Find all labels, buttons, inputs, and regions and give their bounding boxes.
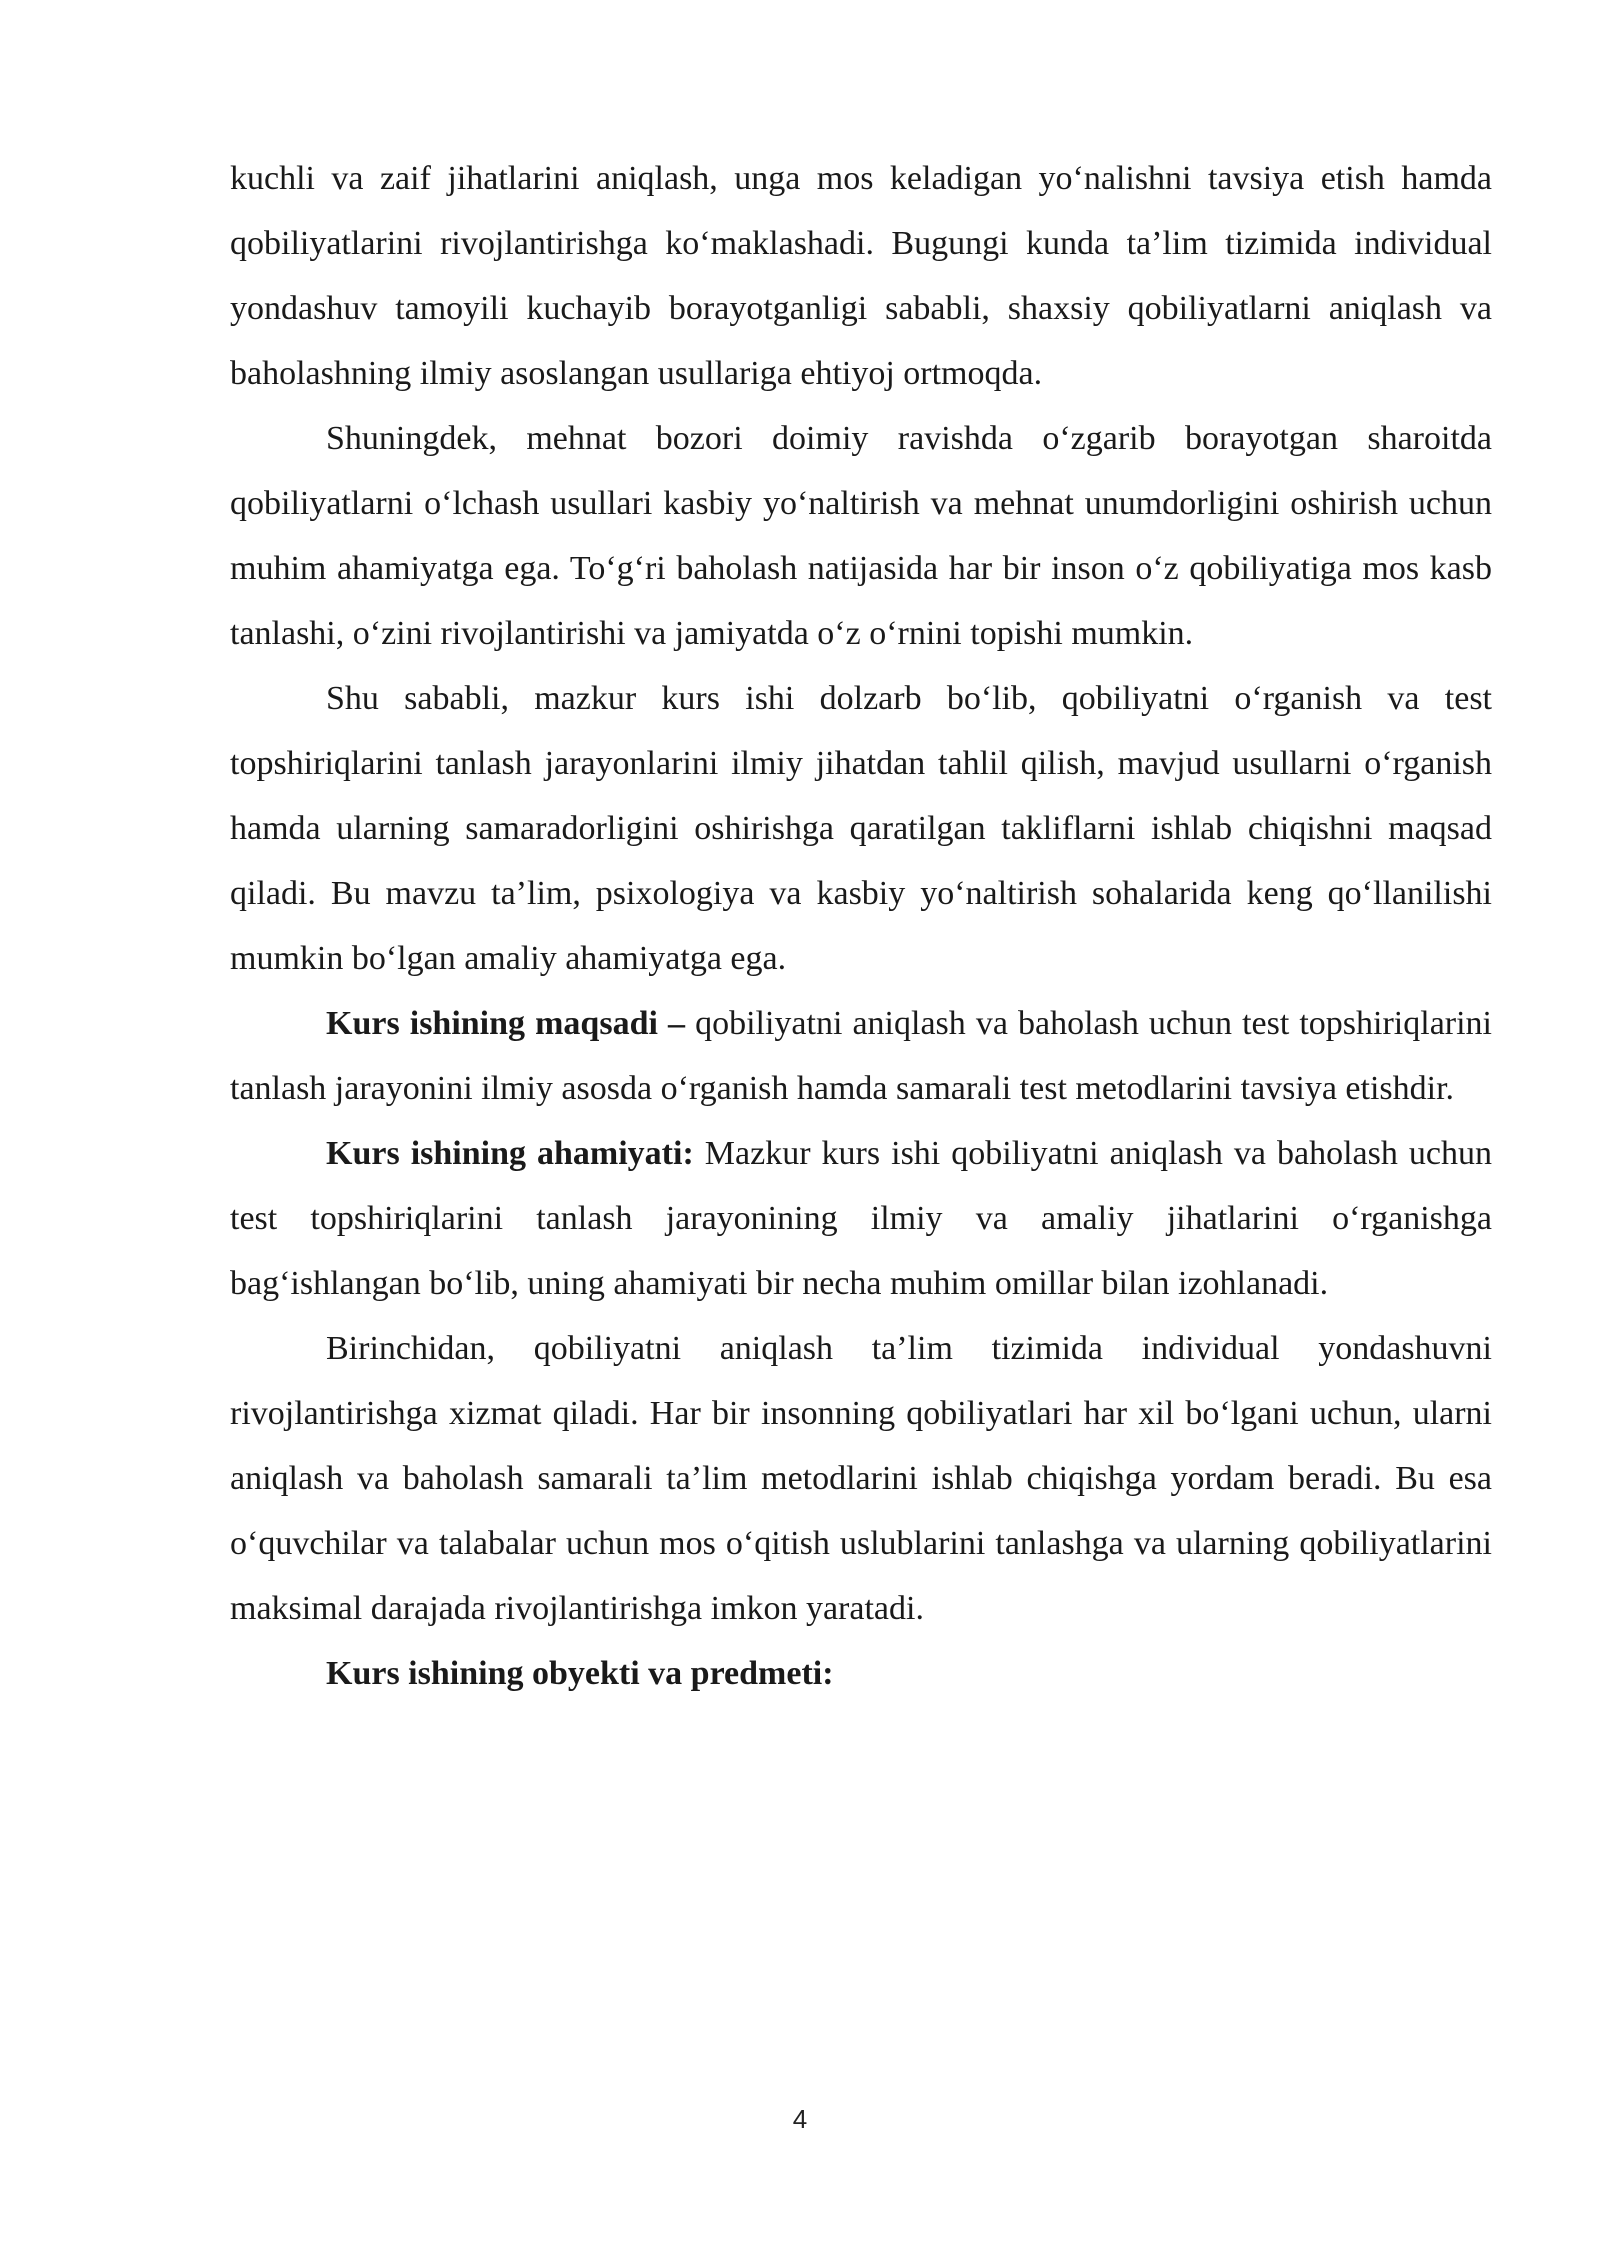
paragraph-text: qobiliyatni aniqlash va baholash uchun test topshiriqlarini tanlash jarayonini ilmiy asosda o‘rganish hamda samarali test metodlarini tavsiya etishdir. [230,1005,1492,1107]
paragraph-text: Birinchidan, qobiliyatni aniqlash ta’lim tizimida individual yondashuvni rivojlantirishga xizmat qiladi. Har bir insonning qobiliyatlari har xil bo‘lgani uchun, ularni aniqlash va baholash samarali ta’lim metodlarini ishlab chiqishga yordam beradi. Bu esa o‘quvchilar va talabalar uchun mos o‘qitish uslublarini tanlashga va ularning qobiliyatlarini maksimal darajada rivojlantirishga imkon yaratadi. [230,1330,1492,1627]
paragraph-importance [230,1121,1492,1316]
paragraph-goal [230,991,1492,1121]
page-number: 4 [792,2104,808,2134]
paragraph-lead-goal: Kurs ishining maqsadi – [326,1005,685,1042]
paragraph-text: kuchli va zaif jihatlarini aniqlash, unga mos keladigan yo‘nalishni tavsiya etish hamda qobiliyatlarini rivojlantirishga ko‘maklashadi. Bugungi kunda ta’lim tizimida individual yondashuv tamoyili kuchayib borayotganligi sababli, shaxsiy qobiliyatlarni aniqlash va baholashning ilmiy asoslangan usullariga ehtiyoj ortmoqda. [230,160,1492,392]
paragraph-text: Shuningdek, mehnat bozori doimiy ravishda o‘zgarib borayotgan sharoitda qobiliyatlarni o‘lchash usullari kasbiy yo‘naltirish va mehnat unumdorligini oshirish uchun muhim ahamiyatga ega. To‘g‘ri baholash natijasida har bir inson o‘z qobiliyatiga mos kasb tanlashi, o‘zini rivojlantirishi va jamiyatda o‘z o‘rnini topishi mumkin. [230,420,1492,652]
paragraph-text: Shu sababli, mazkur kurs ishi dolzarb bo‘lib, qobiliyatni o‘rganish va test topshiriqlarini tanlash jarayonlarini ilmiy jihatdan tahlil qilish, mavjud usullarni o‘rganish hamda ularning samaradorligini oshirishga qaratilgan takliflarni ishlab chiqishni maqsad qiladi. Bu mavzu ta’lim, psixologiya va kasbiy yo‘naltirish sohalarida keng qo‘llanilishi mumkin bo‘lgan amaliy ahamiyatga ega. [230,680,1492,977]
paragraph-labor-market [230,406,1492,666]
paragraph-continuation [230,146,1492,406]
paragraph-relevance [230,666,1492,991]
paragraph-firstly [230,1316,1492,1641]
paragraph-text: Mazkur kurs ishi qobiliyatni aniqlash va baholash uchun test topshiriqlarini tanlash jarayonining ilmiy va amaliy jihatlarini o‘rganishga bag‘ishlangan bo‘lib, uning ahamiyati bir necha muhim omillar bilan izohlanadi. [230,1135,1492,1302]
document-page [230,146,1492,1706]
paragraph-lead-importance: Kurs ishining ahamiyati: [326,1135,694,1172]
section-heading: Kurs ishining obyekti va predmeti: [326,1655,834,1692]
